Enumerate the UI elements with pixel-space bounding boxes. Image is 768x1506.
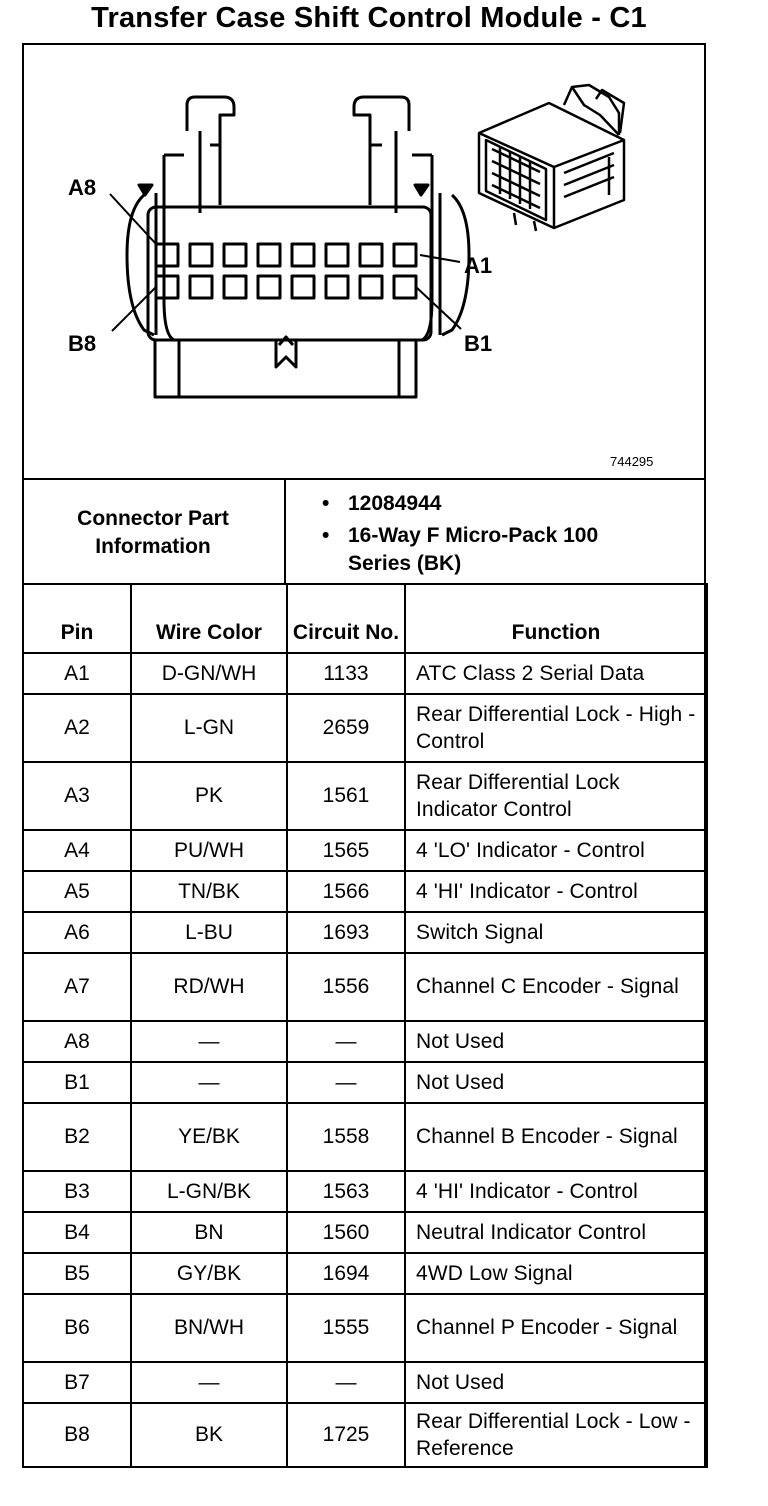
table-row [23,1212,707,1253]
cell-wire-color: L-BU [131,912,287,953]
connector-info-row [22,478,706,585]
cell-pin: B7 [23,1362,131,1403]
cell-function: Rear Differential Lock - High - Control [405,694,707,762]
cell-circuit: 1555 [287,1294,405,1362]
cell-circuit: 1725 [287,1403,405,1467]
table-row [23,1171,707,1212]
cell-function: 4WD Low Signal [405,1253,707,1294]
table-row [23,694,707,762]
cell-function: Not Used [405,1362,707,1403]
cell-wire-color: PU/WH [131,830,287,871]
cell-circuit: 1565 [287,830,405,871]
table-row [23,1103,707,1171]
table-row [23,762,707,830]
cell-circuit: — [287,1062,405,1103]
connector-info-item [322,490,648,517]
cell-wire-color: YE/BK [131,1103,287,1171]
page-title: Transfer Case Shift Control Module - C1 [91,2,647,34]
cell-function: Not Used [405,1062,707,1103]
table-row [23,1403,707,1467]
cell-pin: B8 [23,1403,131,1467]
cell-wire-color: L-GN/BK [131,1171,287,1212]
cell-wire-color: L-GN [131,694,287,762]
connector-isometric-illustration [479,85,624,231]
table-row [23,1294,707,1362]
cell-pin: A6 [23,912,131,953]
table-row [23,953,707,1021]
cell-circuit: 1566 [287,871,405,912]
connector-face-illustration [110,97,469,397]
cell-circuit: 2659 [287,694,405,762]
cell-wire-color: — [131,1021,287,1062]
cell-function: 4 'HI' Indicator - Control [405,871,707,912]
cell-function: Rear Differential Lock - Low - Reference [405,1403,707,1467]
cell-circuit: 1556 [287,953,405,1021]
table-row [23,830,707,871]
cell-wire-color: — [131,1362,287,1403]
cell-function: Rear Differential Lock Indicator Control [405,762,707,830]
pin-table [22,583,708,1468]
part-number: 12084944 [348,492,442,515]
cell-wire-color: D-GN/WH [131,653,287,694]
cell-circuit: — [287,1362,405,1403]
cell-pin: A4 [23,830,131,871]
cell-wire-color: BN/WH [131,1294,287,1362]
cell-function: ATC Class 2 Serial Data [405,653,707,694]
cell-pin: A2 [23,694,131,762]
cell-function: Neutral Indicator Control [405,1212,707,1253]
header-pin: Pin [23,584,131,653]
cell-function: Channel C Encoder - Signal [405,953,707,1021]
cell-wire-color: GY/BK [131,1253,287,1294]
cell-circuit: — [287,1021,405,1062]
connector-info-list [322,490,648,582]
cell-pin: A5 [23,871,131,912]
cell-circuit: 1133 [287,653,405,694]
cell-pin: A8 [23,1021,131,1062]
cell-wire-color: BN [131,1212,287,1253]
cell-circuit: 1561 [287,762,405,830]
cell-circuit: 1560 [287,1212,405,1253]
cell-circuit: 1563 [287,1171,405,1212]
cell-wire-color: PK [131,762,287,830]
table-row [23,871,707,912]
pin-label-a1: A1 [464,253,493,278]
table-row [23,1362,707,1403]
bullet-icon: • [322,524,330,548]
cell-pin: A1 [23,653,131,694]
cell-wire-color: TN/BK [131,871,287,912]
pin-label-b8: B8 [68,331,97,356]
cell-wire-color: — [131,1062,287,1103]
connector-description: 16-Way F Micro-Pack 100 Series (BK) [348,524,599,575]
pin-label-a8: A8 [68,175,97,200]
header-wire-color: Wire Color [131,584,287,653]
table-row [23,1253,707,1294]
cell-wire-color: RD/WH [131,953,287,1021]
connector-info-item [322,522,648,577]
cell-pin: A3 [23,762,131,830]
cell-function: Channel P Encoder - Signal [405,1294,707,1362]
pin-label-b1: B1 [464,331,493,356]
table-row [23,912,707,953]
cell-circuit: 1693 [287,912,405,953]
table-row [23,1021,707,1062]
cell-pin: B4 [23,1212,131,1253]
connector-info-label-text: Connector Part Information [77,507,229,558]
table-row [23,653,707,694]
cell-function: Channel B Encoder - Signal [405,1103,707,1171]
cell-pin: B6 [23,1294,131,1362]
cell-pin: B5 [23,1253,131,1294]
header-function: Function [405,584,707,653]
cell-function: 4 'LO' Indicator - Control [405,830,707,871]
cell-wire-color: BK [131,1403,287,1467]
header-circuit-no: Circuit No. [287,584,405,653]
table-row [23,1062,707,1103]
cell-circuit: 1558 [287,1103,405,1171]
connector-diagram [24,45,704,480]
cell-function: 4 'HI' Indicator - Control [405,1171,707,1212]
cell-circuit: 1694 [287,1253,405,1294]
cell-pin: A7 [23,953,131,1021]
table-header-row [23,584,707,653]
figure-number: 744295 [610,454,654,469]
cell-pin: B2 [23,1103,131,1171]
cell-function: Not Used [405,1021,707,1062]
cell-pin: B3 [23,1171,131,1212]
cell-pin: B1 [23,1062,131,1103]
bullet-icon: • [322,492,330,515]
connector-info-label [22,480,286,585]
cell-function: Switch Signal [405,912,707,953]
